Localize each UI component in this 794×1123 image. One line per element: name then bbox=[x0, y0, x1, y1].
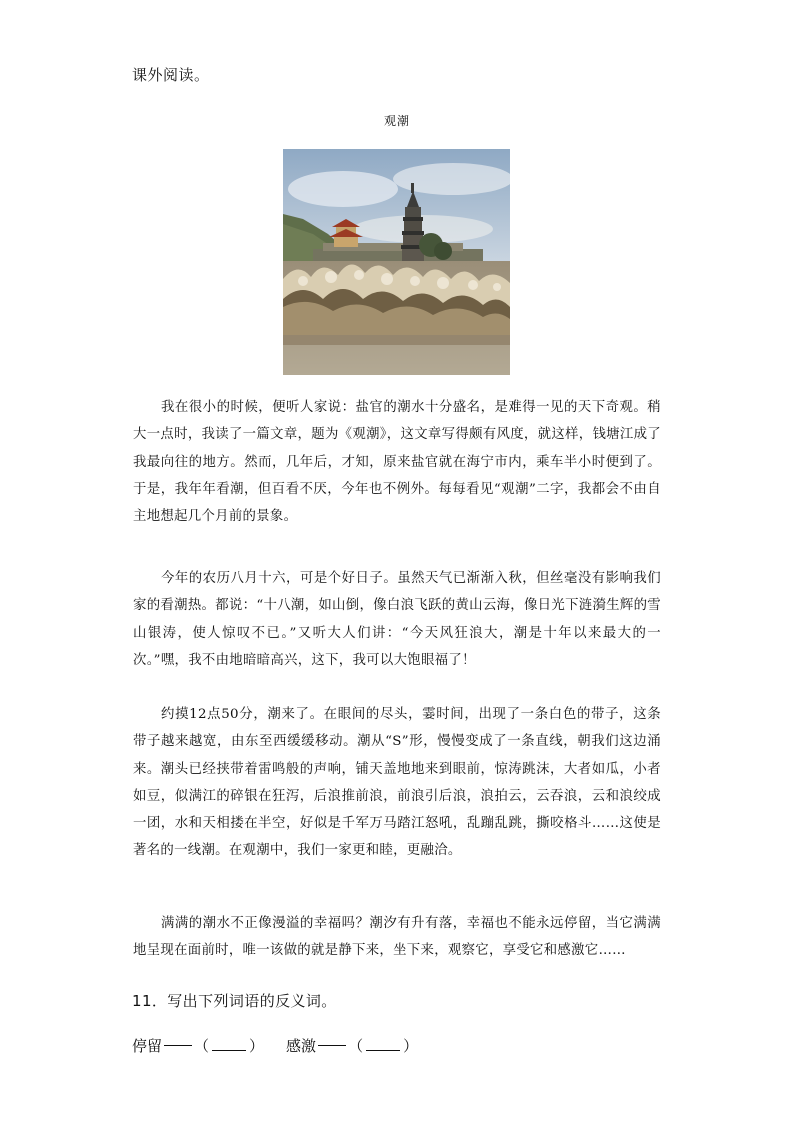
close-paren: ） bbox=[403, 1037, 419, 1055]
open-paren: （ bbox=[194, 1037, 210, 1055]
passage-paragraph: 满满的潮水不正像漫溢的幸福吗？潮汐有升有落，幸福也不能永远停留，当它满满地呈现在面前时，唯一该做的就是静下来，坐下来，观察它，享受它和感激它…… bbox=[133, 916, 661, 959]
answer-blank[interactable] bbox=[366, 1036, 400, 1051]
antonym-word: 感激 bbox=[286, 1037, 317, 1055]
antonym-item bbox=[132, 1035, 264, 1056]
close-paren: ） bbox=[249, 1037, 265, 1055]
antonym-answers bbox=[132, 1035, 418, 1056]
passage-paragraph: 我在很小的时候，便听人家说：盐官的潮水十分盛名，是难得一见的天下奇观。稍大一点时，我读了一篇文章，题为《观潮》，这文章写得颇有风度，就这样，钱塘江成了我最向往的地方。然而，几年后，才知，原来盐官就在海宁市内，乘车半小时便到了。于是，我年年看潮，但百看不厌，今年也不例外。每每看见“观潮”二字，我都会不由自主地想起几个月前的景象。 bbox=[133, 400, 661, 525]
dash-line bbox=[318, 1045, 346, 1046]
answer-blank[interactable] bbox=[212, 1036, 246, 1051]
passage-paragraph: 约摸12点50分，潮来了。在眼间的尽头，霎时间，出现了一条白色的带子，这条带子越来越宽，由东至西缓缓移动。潮从“S”形，慢慢变成了一条直线，朝我们这边涌来。潮头已经挟带着雷鸣般的声响，铺天盖地地来到眼前，惊涛跳沫，大者如瓜，小者如豆，似满江的碎银在狂泻，后浪推前浪，前浪引后浪，浪拍云，云吞浪，云和浪绞成一团，水和天相搂在半空，好似是千军万马踏江怒吼，乱蹦乱跳，撕咬格斗……这使是著名的一线潮。在观潮中，我们一家更和睦，更融洽。 bbox=[133, 707, 661, 859]
passage-title: 观潮 bbox=[383, 114, 410, 128]
antonym-word: 停留 bbox=[132, 1037, 163, 1055]
section-heading: 课外阅读。 bbox=[132, 66, 210, 84]
open-paren: （ bbox=[348, 1037, 364, 1055]
tidal-bore-illustration bbox=[283, 149, 510, 375]
passage-paragraph: 今年的农历八月十六，可是个好日子。虽然天气已渐渐入秋，但丝毫没有影响我们家的看潮热。都说：“十八潮，如山倒，像白浪飞跃的黄山云海，像日光下涟漪生辉的雪山银涛，使人惊叹不已。”又听大人们讲：“今天风狂浪大，潮是十年以来最大的一次。”嘿，我不由地暗暗高兴，这下，我可以大饱眼福了！ bbox=[133, 571, 661, 668]
dash-line bbox=[164, 1045, 192, 1046]
question-prompt: 11．写出下列词语的反义词。 bbox=[132, 992, 337, 1010]
antonym-item bbox=[286, 1035, 418, 1056]
